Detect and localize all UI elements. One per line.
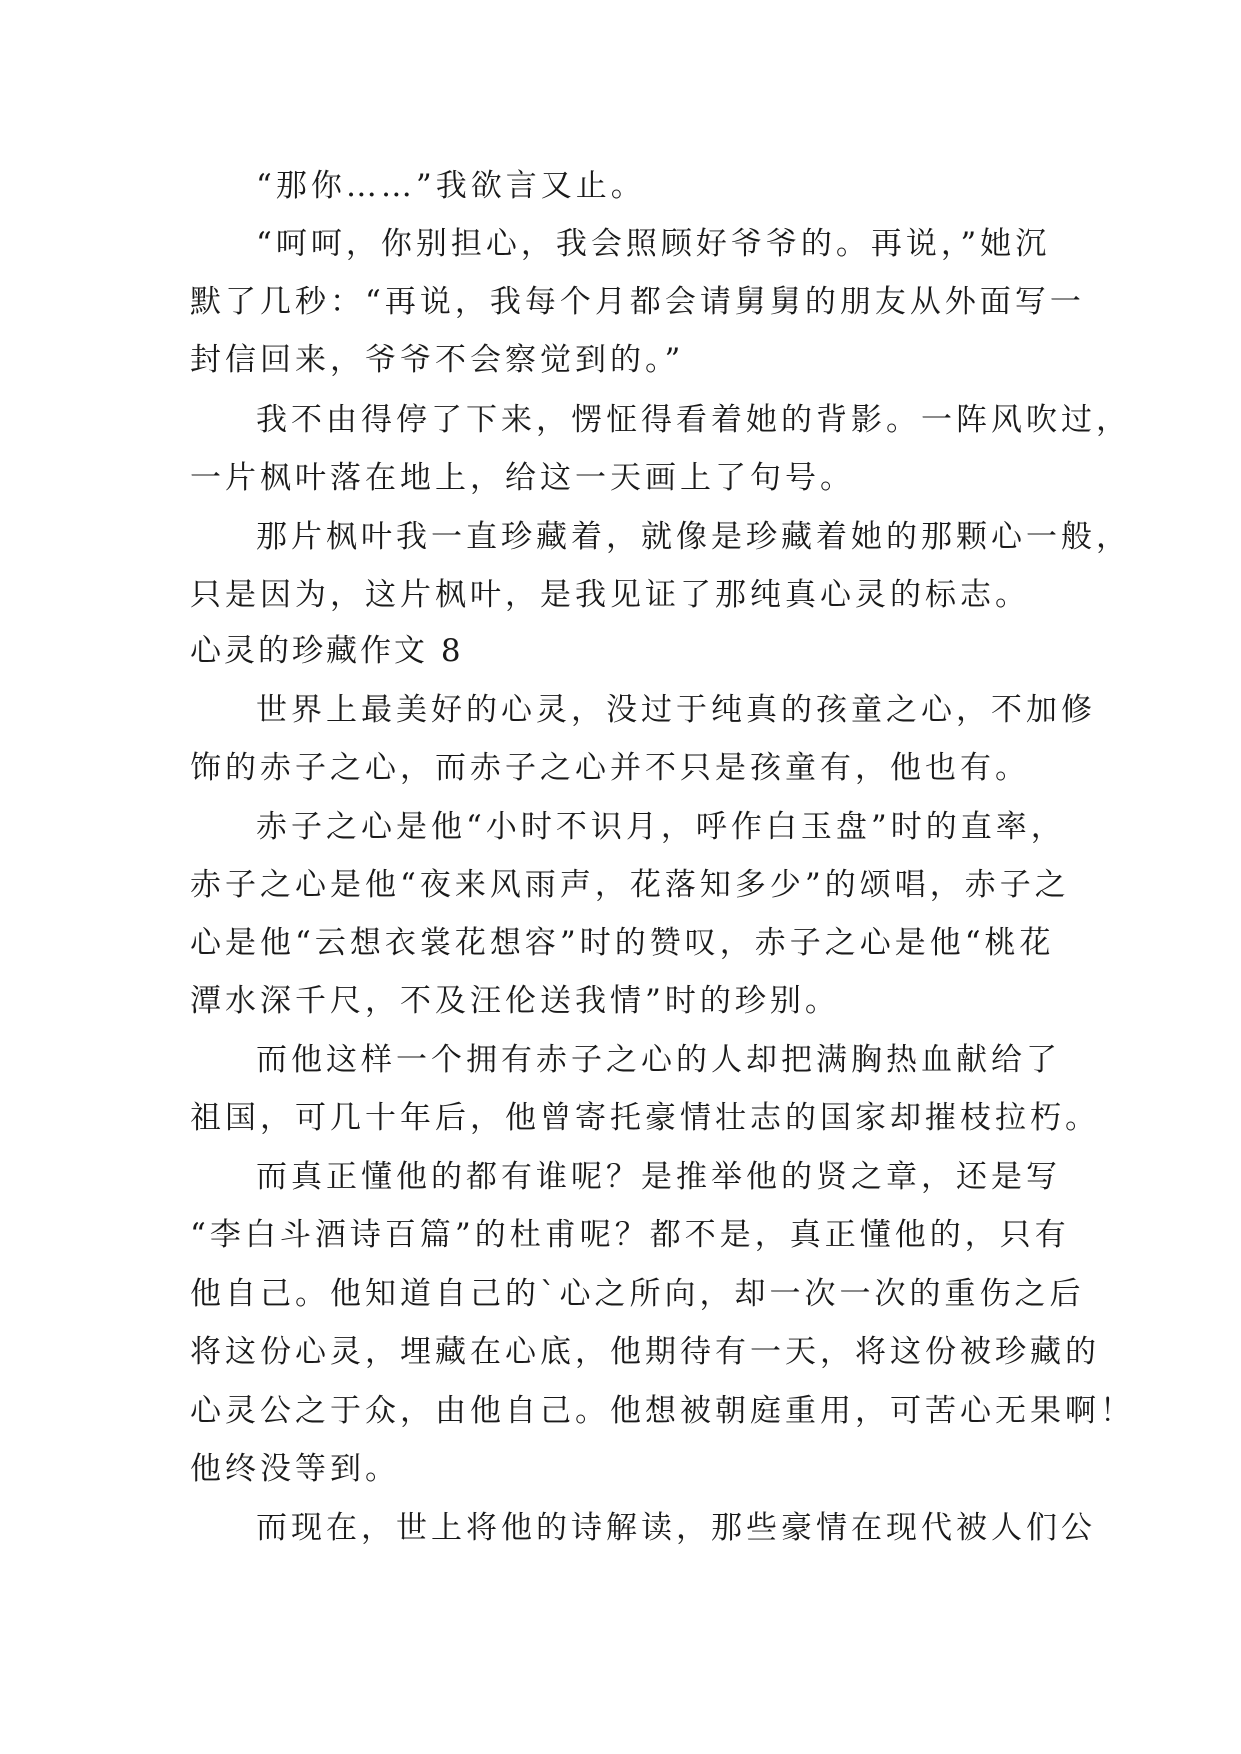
text-line: 饰的赤子之心，而赤子之心并不只是孩童有，他也有。 [190, 750, 1030, 786]
text-line: 心灵公之于众，由他自己。他想被朝庭重用，可苦心无果啊！ [190, 1393, 1135, 1429]
text-line: 赤子之心是他“夜来风雨声，花落知多少”的颂唱，赤子之 [190, 867, 1070, 903]
text-line: 我不由得停了下来，愣怔得看着她的背影。一阵风吹过， [256, 402, 1131, 438]
text-line: 默了几秒：“再说，我每个月都会请舅舅的朋友从外面写一 [190, 284, 1085, 320]
text-line: 将这份心灵，埋藏在心底，他期待有一天，将这份被珍藏的 [190, 1334, 1100, 1370]
text-line: 他自己。他知道自己的`心之所向，却一次一次的重伤之后 [190, 1276, 1085, 1312]
text-line: 只是因为，这片枫叶，是我见证了那纯真心灵的标志。 [190, 577, 1030, 613]
text-line: 而他这样一个拥有赤子之心的人却把满胸热血献给了 [256, 1042, 1061, 1078]
text-line: 世界上最美好的心灵，没过于纯真的孩童之心，不加修 [256, 692, 1096, 728]
text-line: 祖国，可几十年后，他曾寄托豪情壮志的国家却摧枝拉朽。 [190, 1100, 1100, 1136]
text-line: “呵呵，你别担心，我会照顾好爷爷的。再说，”她沉 [256, 226, 1051, 262]
text-line: 赤子之心是他“小时不识月，呼作白玉盘”时的直率， [256, 809, 1066, 845]
text-line: 而真正懂他的都有谁呢？是推举他的贤之章，还是写 [256, 1159, 1061, 1195]
text-line: “李白斗酒诗百篇”的杜甫呢？都不是，真正懂他的，只有 [190, 1217, 1070, 1253]
section-heading: 心灵的珍藏作文 8 [190, 633, 464, 669]
text-line: “那你……”我欲言又止。 [256, 168, 646, 204]
text-line: 心是他“云想衣裳花想容”时的赞叹，赤子之心是他“桃花 [190, 925, 1055, 961]
text-line: 他终没等到。 [190, 1451, 400, 1487]
text-line: 一片枫叶落在地上，给这一天画上了句号。 [190, 460, 855, 496]
text-line: 封信回来，爷爷不会察觉到的。” [190, 342, 685, 378]
text-line: 那片枫叶我一直珍藏着，就像是珍藏着她的那颗心一般， [256, 519, 1131, 555]
text-line: 潭水深千尺，不及汪伦送我情”时的珍别。 [190, 983, 840, 1019]
text-line: 而现在，世上将他的诗解读，那些豪情在现代被人们公 [256, 1510, 1096, 1546]
